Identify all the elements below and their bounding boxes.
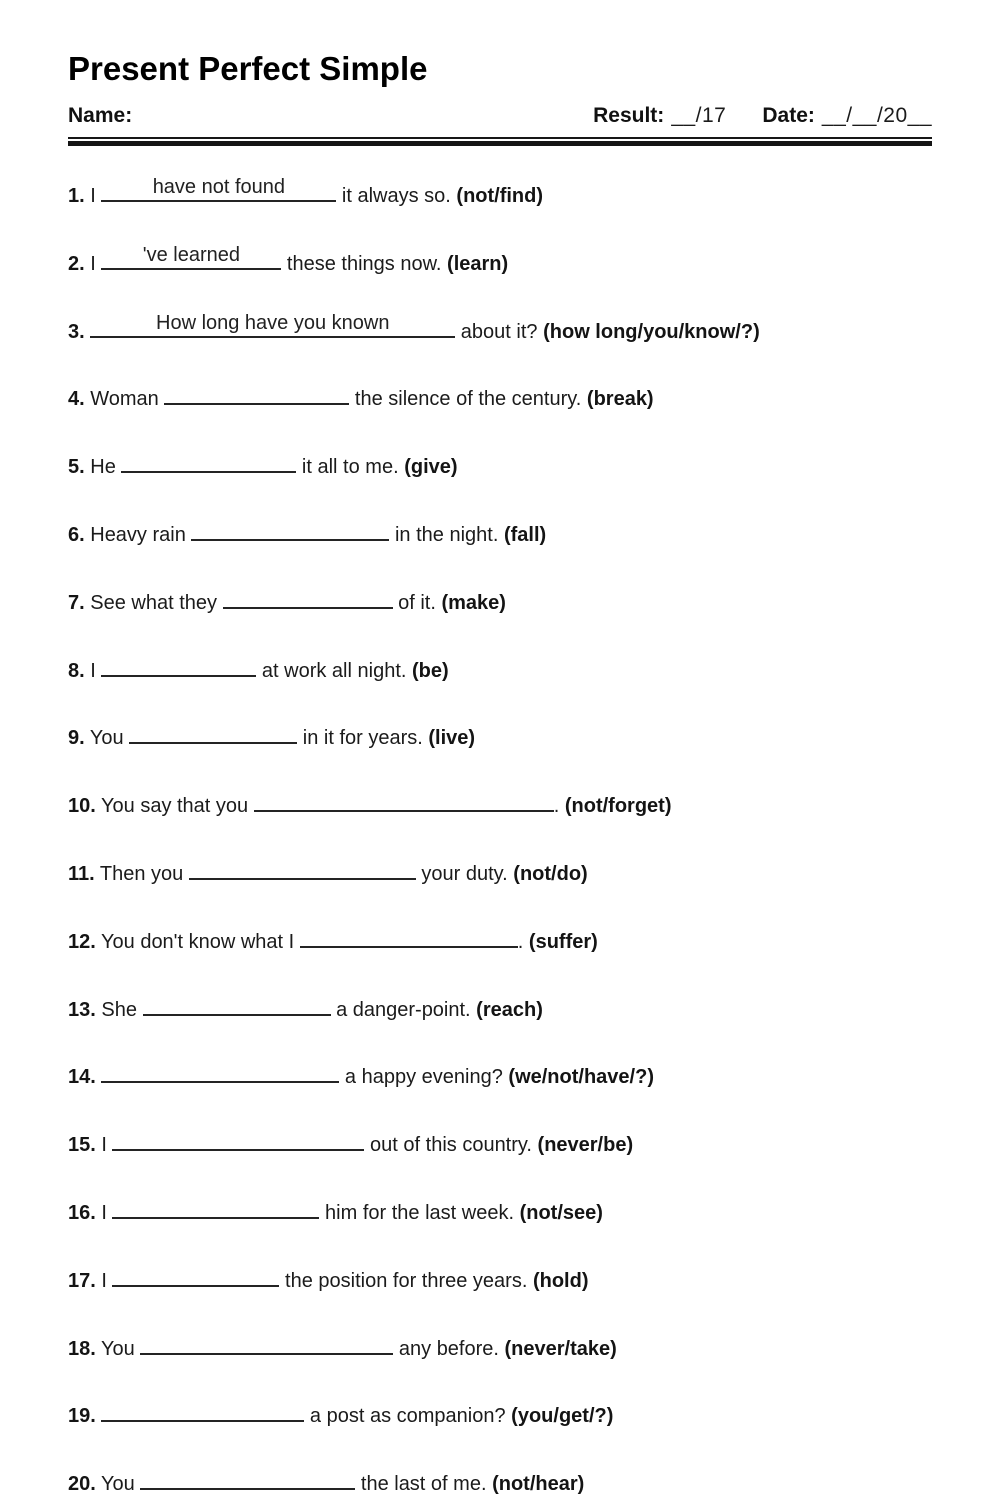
exercise-text-post: it all to me. — [296, 456, 405, 479]
exercise-row — [68, 1394, 932, 1429]
answer-blank[interactable] — [300, 920, 518, 948]
exercise-number: 14. — [68, 1066, 96, 1089]
answer-blank[interactable] — [140, 1327, 393, 1355]
answer-blank[interactable] — [254, 784, 554, 812]
exercise-number: 7. — [68, 591, 85, 614]
exercise-number: 16. — [68, 1201, 96, 1224]
verb-hint: (not/find) — [456, 185, 544, 207]
answer-text — [206, 447, 212, 469]
exercise-text-post: the last of me. — [355, 1473, 493, 1496]
answer-blank[interactable] — [101, 649, 256, 677]
answer-text — [218, 1057, 224, 1079]
exercise-number: 12. — [68, 930, 96, 953]
exercise-row — [68, 716, 932, 751]
exercise-text-post: a happy evening? — [339, 1066, 509, 1089]
exercise-row — [68, 988, 932, 1023]
answer-blank[interactable] — [101, 1055, 339, 1083]
date-value: __/__/20__ — [821, 104, 932, 127]
verb-hint: (hold) — [532, 1269, 589, 1292]
exercise-text-post: him for the last week. — [319, 1201, 520, 1224]
exercise-text-post: . — [517, 930, 529, 953]
exercise-row — [68, 513, 932, 548]
exercise-text-pre: I — [84, 185, 102, 207]
exercise-text-pre: Then you — [94, 862, 189, 885]
exercise-text-post: a danger-point. — [330, 998, 477, 1021]
answer-text: How long have you known — [156, 311, 390, 334]
worksheet-page — [68, 50, 932, 1497]
exercise-row — [68, 1327, 932, 1362]
exercise-number: 3. — [68, 320, 85, 343]
exercise-row — [68, 852, 932, 887]
answer-text — [264, 1329, 270, 1351]
verb-hint: (break) — [586, 388, 654, 411]
exercise-row — [68, 920, 932, 955]
exercise-list — [68, 174, 932, 1497]
answer-blank[interactable] — [101, 242, 281, 270]
verb-hint: (not/hear) — [492, 1473, 585, 1496]
exercise-text-post: the position for three years. — [279, 1269, 533, 1292]
exercise-row — [68, 1123, 932, 1158]
answer-text — [236, 1125, 242, 1147]
exercise-row — [68, 784, 932, 819]
answer-blank[interactable] — [112, 1259, 279, 1287]
verb-hint: (you/get/?) — [511, 1405, 614, 1428]
answer-text — [305, 583, 311, 605]
page-title: Present Perfect Simple — [68, 50, 428, 87]
answer-text — [200, 1396, 206, 1418]
exercise-row — [68, 377, 932, 412]
answer-text — [254, 379, 260, 401]
answer-text — [406, 922, 412, 944]
answer-text — [245, 1464, 251, 1486]
answer-blank[interactable] — [143, 988, 331, 1016]
verb-hint: (live) — [428, 727, 476, 750]
verb-hint: (be) — [411, 659, 449, 682]
answer-blank[interactable] — [164, 377, 349, 405]
answer-text: have not found — [152, 176, 286, 198]
answer-blank[interactable] — [189, 852, 416, 880]
exercise-text-pre: Woman — [84, 388, 165, 411]
verb-hint: (fall) — [503, 523, 547, 546]
exercise-text-pre: See what they — [84, 591, 223, 614]
exercise-number: 2. — [68, 252, 85, 275]
exercise-text-pre: You — [84, 727, 130, 750]
exercise-number: 10. — [68, 795, 96, 818]
answer-blank[interactable] — [112, 1123, 364, 1151]
exercise-text-post: it always so. — [336, 185, 457, 207]
exercise-text-post: these things now. — [281, 252, 448, 275]
answer-blank[interactable] — [121, 445, 296, 473]
exercise-number: 13. — [68, 998, 96, 1021]
answer-text — [401, 786, 407, 808]
exercise-text-pre: She — [95, 998, 143, 1021]
exercise-number: 19. — [68, 1405, 96, 1428]
verb-hint: (never/be) — [537, 1134, 634, 1157]
answer-blank[interactable] — [191, 513, 389, 541]
exercise-number: 20. — [68, 1473, 96, 1496]
exercise-number: 17. — [68, 1269, 96, 1292]
exercise-text-post: of it. — [392, 591, 442, 614]
exercise-text-post: in it for years. — [297, 727, 429, 750]
exercise-text-pre: I — [95, 1269, 113, 1292]
exercise-text-pre: I — [84, 659, 102, 682]
exercise-text-pre: He — [84, 456, 122, 479]
exercise-text-post: out of this country. — [364, 1134, 538, 1157]
exercise-text-pre: You don't know what I — [95, 930, 300, 953]
answer-blank[interactable] — [101, 1394, 304, 1422]
exercise-text-pre: Heavy rain — [84, 523, 192, 546]
exercise-row — [68, 1259, 932, 1294]
answer-text: 've learned — [142, 243, 240, 266]
verb-hint: (suffer) — [528, 930, 598, 953]
exercise-row — [68, 1462, 932, 1497]
exercise-text-pre: I — [84, 252, 102, 275]
exercise-number: 1. — [68, 185, 85, 207]
answer-text — [213, 1193, 219, 1215]
exercise-text-pre: You — [95, 1337, 141, 1360]
verb-hint: (not/forget) — [564, 795, 672, 818]
exercise-number: 18. — [68, 1337, 96, 1360]
exercise-number: 5. — [68, 456, 85, 479]
answer-blank[interactable] — [140, 1462, 355, 1490]
answer-blank[interactable] — [129, 716, 297, 744]
exercise-text-pre: You — [95, 1473, 141, 1496]
exercise-row — [68, 581, 932, 616]
verb-hint: (make) — [441, 591, 506, 614]
header-row — [68, 104, 932, 139]
answer-blank[interactable] — [90, 310, 455, 338]
exercise-number: 8. — [68, 659, 85, 682]
answer-blank[interactable] — [112, 1191, 319, 1219]
exercise-number: 9. — [68, 727, 85, 750]
exercise-text-post: the silence of the century. — [349, 388, 587, 411]
exercise-row — [68, 1055, 932, 1090]
exercise-row — [68, 445, 932, 480]
answer-text — [193, 1261, 199, 1283]
verb-hint: (we/not/have/?) — [508, 1066, 654, 1089]
exercise-row — [68, 1191, 932, 1226]
exercise-text-pre: I — [95, 1134, 113, 1157]
date-label: Date: — [762, 104, 815, 127]
exercise-text-pre: I — [95, 1201, 113, 1224]
exercise-text-post: any before. — [393, 1337, 505, 1360]
answer-blank[interactable] — [101, 174, 336, 202]
verb-hint: (reach) — [476, 998, 543, 1021]
result-label: Result: — [593, 104, 665, 127]
exercise-number: 6. — [68, 523, 85, 546]
exercise-text-pre: You say that you — [95, 795, 254, 818]
exercise-row — [68, 649, 932, 684]
exercise-text-post: at work all night. — [256, 659, 412, 682]
exercise-row — [68, 310, 932, 345]
exercise-number: 4. — [68, 388, 85, 411]
verb-hint: (how long/you/know/?) — [543, 320, 760, 343]
result-value: __/17 — [671, 104, 727, 127]
answer-blank[interactable] — [223, 581, 393, 609]
name-label: Name: — [68, 104, 133, 127]
header-divider — [68, 141, 932, 146]
verb-hint: (give) — [404, 456, 458, 479]
exercise-text-post: in the night. — [389, 523, 504, 546]
exercise-text-post: about it? — [455, 320, 544, 343]
answer-text — [300, 854, 306, 876]
exercise-number: 15. — [68, 1134, 96, 1157]
verb-hint: (learn) — [447, 252, 509, 275]
exercise-text-post: your duty. — [415, 862, 514, 885]
answer-text — [176, 651, 182, 673]
exercise-text-post: a post as companion? — [304, 1405, 512, 1428]
answer-text — [234, 990, 240, 1012]
exercise-text-post: . — [553, 795, 565, 818]
exercise-number: 11. — [68, 862, 95, 885]
verb-hint: (not/see) — [519, 1201, 603, 1224]
verb-hint: (not/do) — [513, 862, 588, 885]
verb-hint: (never/take) — [504, 1337, 617, 1360]
answer-text — [210, 718, 216, 740]
exercise-row — [68, 242, 932, 277]
answer-text — [288, 515, 294, 537]
exercise-row — [68, 174, 932, 209]
